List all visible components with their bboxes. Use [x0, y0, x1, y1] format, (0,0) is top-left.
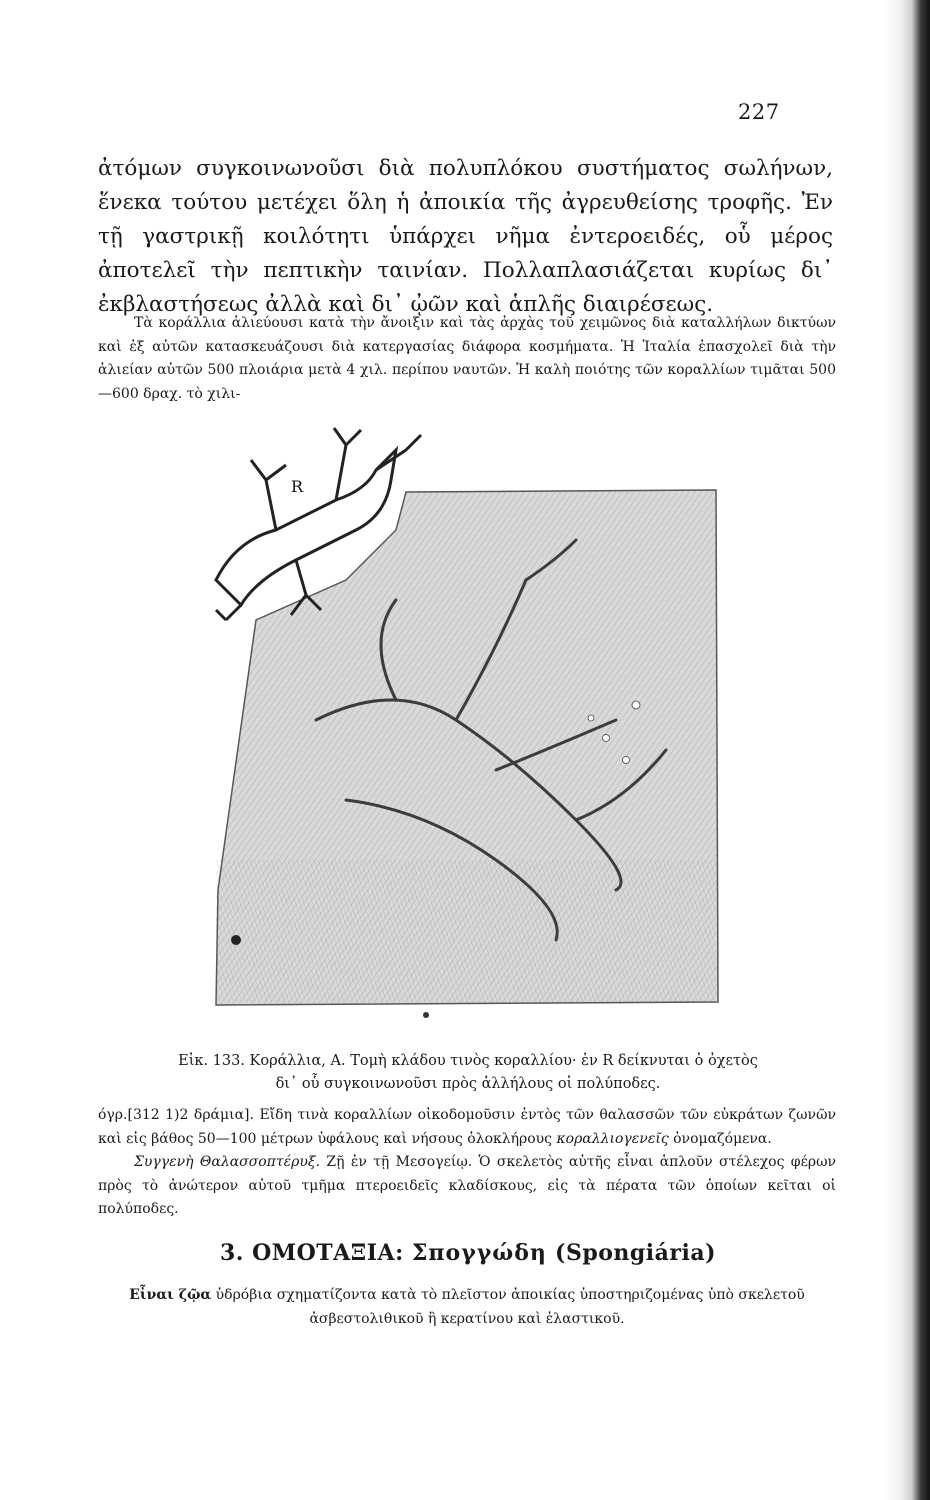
caption-line-1: Εἰκ. 133. Κοράλλια, Α. Τομὴ κλάδου τινὸς κοραλλίου· ἐν R δείκνυται ὁ ὀχετὸς	[178, 1053, 758, 1069]
figure-caption	[98, 1050, 838, 1096]
sea-pen-description: Ζῇ ἐν τῇ Μεσογείῳ. Ὁ σκελετὸς αὐτῆς εἶναι ἁπλοῦν στέλεχος φέρων πρὸς τὸ ἀνώτερον αὐτοῦ τμῆμα πτεροειδεῖς κλαδίσκους, εἰς τὰ πέρατα τῶν ὁποίων κεῖται οἱ πολύποδες.	[98, 1154, 836, 1217]
figure-label-r: R	[291, 477, 304, 496]
definition-lead: Εἶναι ζῷα	[129, 1287, 212, 1303]
reefs-italic-term: κοραλλιογενεῖς	[556, 1130, 669, 1147]
section-number: 3.	[219, 1240, 244, 1266]
reefs-text-1: όγρ.[312 1)2 δράμια]. Εἴδη τινὰ κοραλλίων οἰκοδομοῦσιν ἐντὸς τῶν θαλασσῶν τῶν εὐκράτων ζωνῶν καὶ εἰς βάθος 50—100 μέτρων ὑφάλους καὶ νήσους ὁλοκλήρους	[98, 1107, 836, 1147]
section-subtitle: Σπογγώδη	[411, 1240, 547, 1266]
caption-line-2: δι᾽ οὗ συγκοινωνοῦσι πρὸς ἀλλήλους οἱ πολύποδες.	[275, 1076, 661, 1092]
reefs-text-2: ὀνομαζόμενα.	[673, 1130, 772, 1147]
paragraph-coral-reefs	[98, 1104, 836, 1222]
section-title: ΟΜΟΤΑΞΙΑ:	[252, 1240, 404, 1266]
definition-text: ὑδρόβια σχηματίζοντα κατὰ τὸ πλεῖστον ἀποικίας ὑποστηριζομένας ὑπὸ σκελετοῦ ἀσβεστολιθικοῦ ἢ κερατίνου καὶ ἐλαστικοῦ.	[215, 1287, 805, 1327]
coral-figure	[196, 420, 731, 1020]
section-latin-name: (Spongiária)	[555, 1240, 717, 1266]
section-heading	[98, 1240, 838, 1266]
paragraph-sponge-definition	[98, 1284, 836, 1331]
paragraph-coral-anatomy: ἀτόμων συγκοινωνοῦσι διὰ πολυπλόκου συστήματος σωλήνων, ἕνεκα τούτου μετέχει ὅλη ἡ ἀποικία τῆς ἀγρευθείσης τροφῆς. Ἐν τῇ γαστρικῇ κοιλότητι ὑπάρχει νῆμα ἐντεροειδές, οὗ μέρος ἀποτελεῖ τὴν πεπτικὴν ταινίαν. Πολλαπλασιάζεται κυρίως δι᾽ ἐκβλαστήσεως ἀλλὰ καὶ δι᾽ ᾠῶν καὶ ἁπλῆς διαιρέσεως.	[98, 156, 833, 317]
paragraph-coral-fishing: Τὰ κοράλλια ἁλιεύουσι κατὰ τὴν ἄνοιξιν καὶ τὰς ἀρχὰς τοῦ χειμῶνος διὰ καταλλήλων δικτύων καὶ ἐξ αὐτῶν κατασκευάζουσι διὰ κατεργασίας διάφορα κοσμήματα. Ἡ Ἰταλία ἐπασχολεῖ διὰ τὴν ἁλιείαν αὐτῶν 500 πλοιάρια μετὰ 4 χιλ. περίπου ναυτῶν. Ἡ καλὴ ποιότης τῶν κοραλλίων τιμᾶται 500—600 δραχ. τὸ χιλι-	[98, 315, 836, 402]
page-number: 227	[738, 100, 780, 124]
page-edge-shadow	[884, 0, 930, 1500]
sea-pen-term: Συγγενὴ Θαλασσοπτέρυξ.	[134, 1154, 321, 1170]
